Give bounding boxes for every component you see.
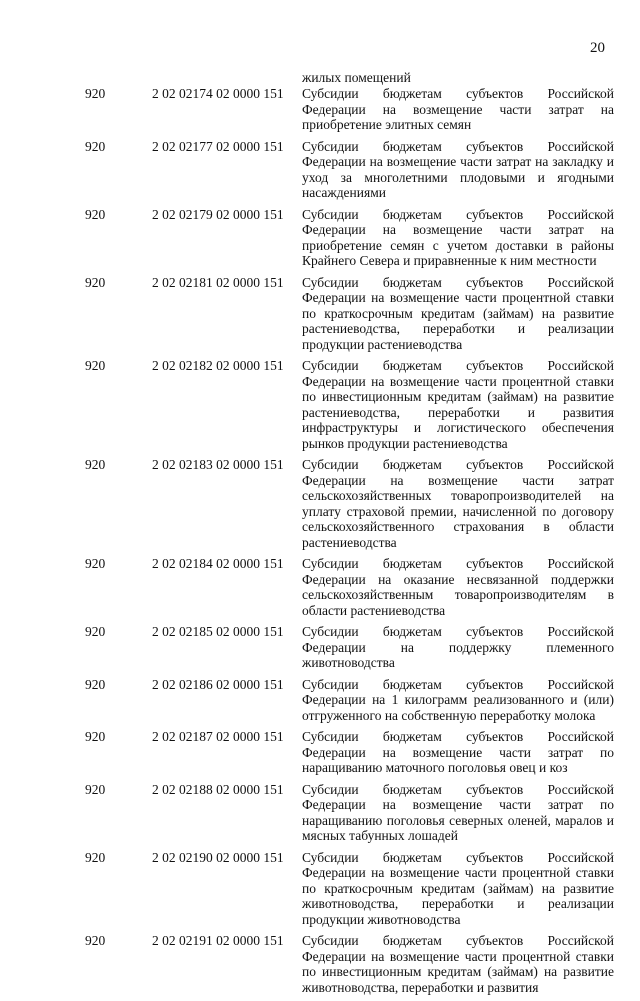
- revenue-description: Субсидии бюджетам субъектов Российской Федерации на возмещение части процентной ставки по краткосрочным кредитам (займам) на развитие животноводства, переработки и реализации продукции животноводства: [302, 849, 614, 927]
- budget-classification-code: 2 02 02177 02 0000 151: [152, 138, 284, 154]
- budget-classification-code: 2 02 02183 02 0000 151: [152, 457, 284, 472]
- table-row: [0, 275, 640, 359]
- budget-classification-code: 2 02 02174 02 0000 151: [152, 86, 284, 101]
- admin-code: 920: [85, 138, 106, 154]
- admin-code: 920: [85, 781, 106, 797]
- admin-code: 920: [85, 624, 106, 639]
- admin-code: 920: [85, 274, 106, 290]
- budget-classification-code: 2 02 02182 02 0000 151: [152, 358, 284, 373]
- table-row: [0, 933, 640, 1001]
- revenue-description: Субсидии бюджетам субъектов Российской Федерации на возмещение части процентной ставки по инвестиционным кредитам (займам) на развитие животноводства, переработки и развития: [302, 933, 614, 995]
- table-row: [0, 139, 640, 207]
- revenue-description: Субсидии бюджетам субъектов Российской Федерации на возмещение части затрат на приобретение элитных семян: [302, 86, 614, 132]
- budget-classification-code: 2 02 02181 02 0000 151: [152, 274, 284, 290]
- revenue-description: Субсидии бюджетам субъектов Российской Федерации на возмещение части процентной ставки по инвестиционным кредитам (займам) на развитие растениеводства, переработки и развития инфраструктуры и логистического обеспечения рынков продукции растениеводства: [302, 358, 614, 451]
- admin-code: 920: [85, 933, 106, 948]
- continuation-text: жилых помещений: [302, 70, 411, 85]
- budget-classification-code: 2 02 02184 02 0000 151: [152, 556, 284, 571]
- admin-code: 920: [85, 206, 106, 222]
- table-row: [0, 207, 640, 275]
- page-number: 20: [590, 40, 605, 56]
- admin-code: 920: [85, 729, 106, 744]
- admin-code: 920: [85, 849, 106, 865]
- table-row: [0, 358, 640, 457]
- admin-code: 920: [85, 358, 106, 373]
- admin-code: 920: [85, 556, 106, 571]
- table-row: [0, 86, 640, 139]
- table-row: [0, 782, 640, 850]
- budget-classification-code: 2 02 02186 02 0000 151: [152, 676, 284, 692]
- table-row: [0, 556, 640, 624]
- table-row: [0, 624, 640, 677]
- revenue-description: Субсидии бюджетам субъектов Российской Федерации на возмещение части процентной ставки по краткосрочным кредитам (займам) на развитие растениеводства, переработки и реализации продукции растениеводства: [302, 274, 614, 352]
- revenue-description: Субсидии бюджетам субъектов Российской Федерации на возмещение части затрат на закладку и уход за многолетними плодовыми и ягодными насаждениями: [302, 138, 614, 200]
- budget-code-table: [0, 86, 640, 1001]
- admin-code: 920: [85, 457, 106, 472]
- budget-classification-code: 2 02 02190 02 0000 151: [152, 849, 284, 865]
- budget-classification-code: 2 02 02179 02 0000 151: [152, 206, 284, 222]
- revenue-description: Субсидии бюджетам субъектов Российской Федерации на возмещение части затрат сельскохозяйственных товаропроизводителей на уплату страховой премии, начисленной по договору сельскохозяйственного страхования в области растениеводства: [302, 457, 614, 550]
- table-row: [0, 729, 640, 782]
- revenue-description: Субсидии бюджетам субъектов Российской Федерации на поддержку племенного животноводства: [302, 624, 614, 670]
- admin-code: 920: [85, 676, 106, 692]
- revenue-description: Субсидии бюджетам субъектов Российской Федерации на 1 килограмм реализованного и (или) отгруженного на собственную переработку молока: [302, 676, 614, 723]
- revenue-description: Субсидии бюджетам субъектов Российской Федерации на оказание несвязанной поддержки сельскохозяйственным товаропроизводителям в области растениеводства: [302, 556, 614, 618]
- budget-classification-code: 2 02 02185 02 0000 151: [152, 624, 284, 639]
- table-row: [0, 457, 640, 556]
- admin-code: 920: [85, 86, 106, 101]
- revenue-description: Субсидии бюджетам субъектов Российской Федерации на возмещение части затрат по наращиванию маточного поголовья овец и коз: [302, 729, 614, 775]
- revenue-description: Субсидии бюджетам субъектов Российской Федерации на возмещение части затрат по наращиванию поголовья северных оленей, маралов и мясных табунных лошадей: [302, 781, 614, 843]
- budget-classification-code: 2 02 02187 02 0000 151: [152, 729, 284, 744]
- budget-classification-code: 2 02 02188 02 0000 151: [152, 781, 284, 797]
- budget-classification-code: 2 02 02191 02 0000 151: [152, 933, 284, 948]
- table-row: [0, 677, 640, 730]
- table-row: [0, 850, 640, 934]
- revenue-description: Субсидии бюджетам субъектов Российской Федерации на возмещение части затрат на приобретение семян с учетом доставки в районы Крайнего Севера и приравненные к ним местности: [302, 206, 614, 268]
